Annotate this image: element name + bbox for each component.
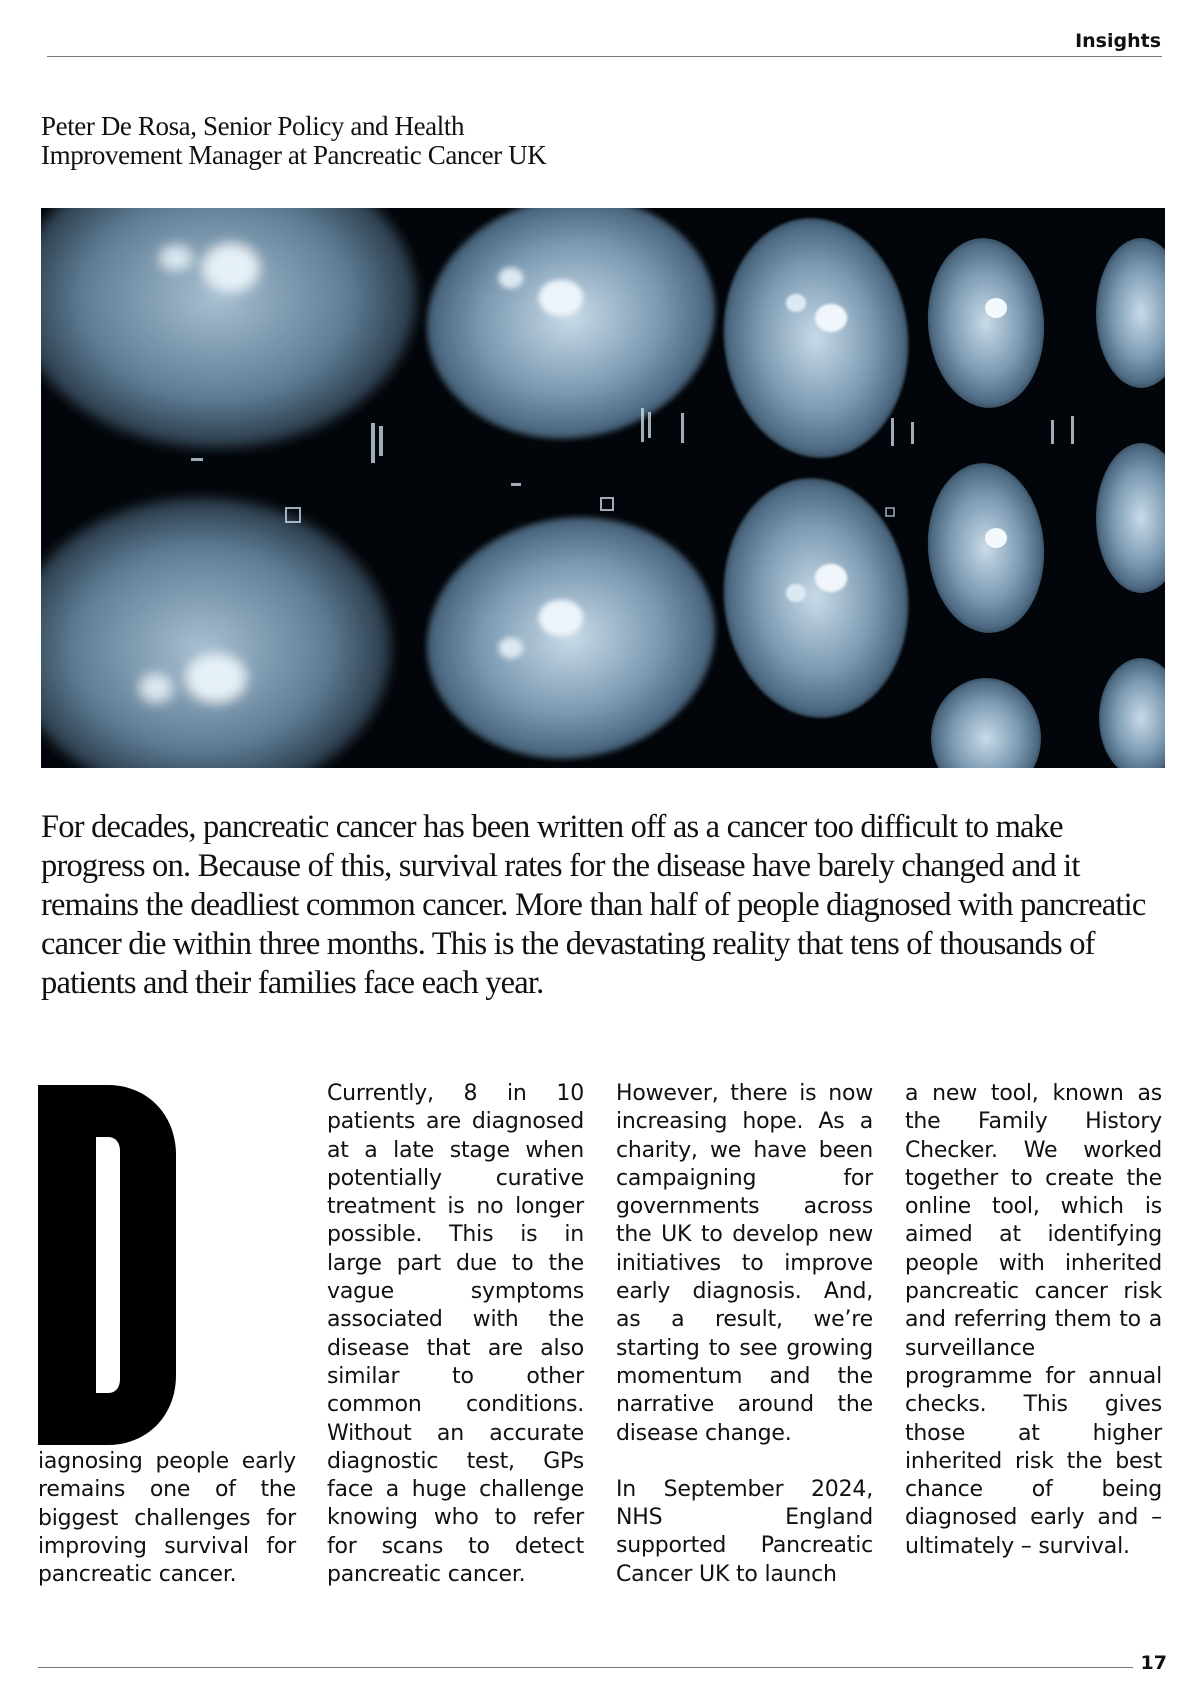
column-3-paragraph-2: In September 2024, NHS England supported Pancreatic Cancer UK to launch xyxy=(616,1476,873,1587)
column-2-text: Currently, 8 in 10 patients are diagnosed at a late stage when potentially curative treatment is no longer possible. This is in large part due to the vague symptoms associated with the disease that are also similar to other common conditions. Without an accurate diagnostic test, GPs face a huge challenge knowing who to refer for scans to detect pancreatic cancer. xyxy=(327,1081,584,1588)
column-3-paragraph-1: However, there is now increasing hope. As a charity, we have been campaigning for governments across the UK to develop new initiatives to improve early diagnosis. And, as a result, we’re starting to see growing momentum and the narrative around the disease change. xyxy=(616,1081,873,1446)
lead-paragraph: For decades, pancreatic cancer has been written off as a cancer too difficult to make progress on. Because of this, survival rates for the disease have barely changed and it remains the deadliest common cancer. More than half of people diagnosed with pancreatic cancer die within three months. This is the devastating reality that tens of thousands of patients and their families face each year. xyxy=(41,809,1146,1001)
page-number: 17 xyxy=(1140,1652,1167,1674)
article-column-2 xyxy=(327,1080,584,1589)
byline xyxy=(41,112,741,170)
section-label: Insights xyxy=(1075,30,1161,52)
byline-line-1: Peter De Rosa, Senior Policy and Health xyxy=(41,111,465,141)
column-4-text: a new tool, known as the Family History Checker. We worked together to create the online tool, which is aimed at identifying people with inherited pancreatic cancer risk and referring them to a surveillance programme for annual checks. This gives those at higher inherited risk the best chance of being diagnosed early and – ultimately – survival. xyxy=(905,1081,1162,1559)
drop-cap xyxy=(38,1085,178,1445)
header-divider xyxy=(47,56,1162,57)
article-column-1 xyxy=(38,1448,296,1589)
column-1-text: iagnosing people early remains one of the biggest challenges for improving survival for pancreatic cancer. xyxy=(38,1449,296,1588)
byline-line-2: Improvement Manager at Pancreatic Cancer UK xyxy=(41,140,547,170)
ct-scan-image xyxy=(41,208,1165,768)
article-column-3 xyxy=(616,1080,873,1589)
footer-divider xyxy=(38,1667,1133,1668)
article-column-4 xyxy=(905,1080,1162,1561)
